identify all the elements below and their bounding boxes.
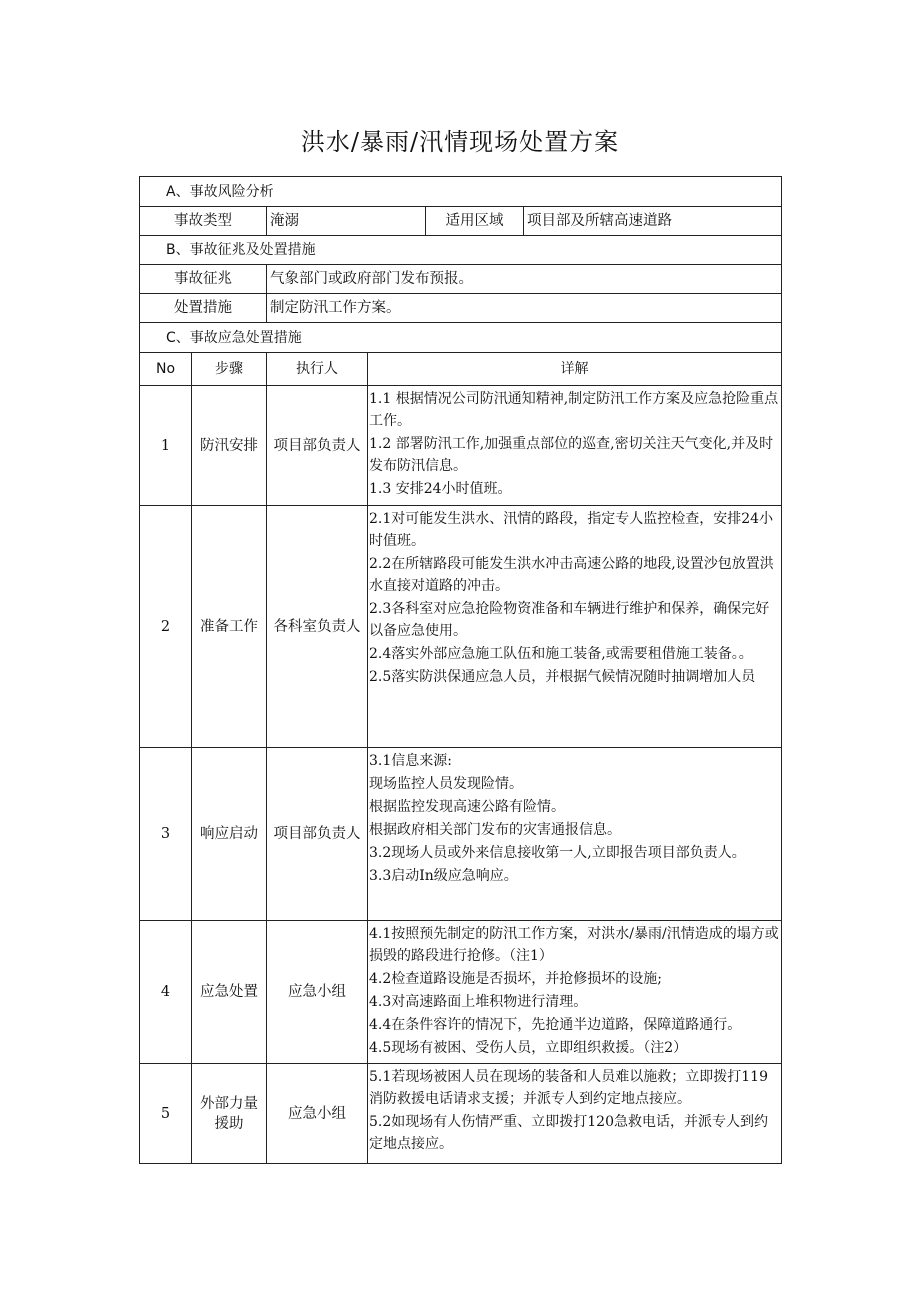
row-executor: 应急小组 — [267, 921, 368, 1064]
detail-line: 4.5现场有被困、受伤人员，立即组织救援。（注2） — [369, 1040, 688, 1056]
detail-line: 4.4在条件容许的情况下，先抢通半边道路，保障道路通行。 — [369, 1017, 742, 1033]
row-step: 应急处置 — [192, 921, 267, 1064]
table-row — [140, 506, 782, 748]
sign-label: 事故征兆 — [140, 265, 267, 294]
measure-label: 处置措施 — [140, 294, 267, 323]
section-c-heading: C、事故应急处置措施 — [140, 323, 782, 353]
detail-line: 4.2检查道路设施是否损坏，并抢修损坏的设施; — [369, 971, 662, 987]
detail-line: 2.4落实外部应急施工队伍和施工装备,或需要租借施工装备。。 — [369, 646, 753, 662]
area-label: 适用区域 — [426, 207, 524, 236]
row-detail — [368, 921, 782, 1064]
row-step: 防汛安排 — [192, 386, 267, 506]
row-executor: 项目部负责人 — [267, 748, 368, 921]
detail-line: 2.3各科室对应急抢险物资准备和车辆进行维护和保养，确保完好以备应急使用。 — [369, 601, 770, 639]
sign-value: 气象部门或政府部门发布预报。 — [267, 265, 782, 294]
page-title: 洪水/暴雨/汛情现场处置方案 — [300, 128, 620, 156]
row-step: 响应启动 — [192, 748, 267, 921]
detail-line: 5.1若现场被困人员在现场的装备和人员难以施救；立即拨打119消防救援电话请求支援；并派专人到约定地点接应。 — [369, 1069, 768, 1107]
row-executor: 项目部负责人 — [267, 386, 368, 506]
row-step: 准备工作 — [192, 506, 267, 748]
table-row — [140, 386, 782, 506]
table-row — [140, 1064, 782, 1164]
header-executor: 执行人 — [267, 353, 368, 386]
row-no: 2 — [140, 506, 192, 748]
row-no: 5 — [140, 1064, 192, 1164]
detail-line: 3.1信息来源: — [369, 753, 452, 769]
row-no: 1 — [140, 386, 192, 506]
accident-type-label: 事故类型 — [140, 207, 267, 236]
row-executor: 各科室负责人 — [267, 506, 368, 748]
detail-line: 2.2在所辖路段可能发生洪水冲击高速公路的地段,设置沙包放置洪水直接对道路的冲击。 — [369, 556, 774, 594]
table-row — [140, 921, 782, 1064]
accident-type-value: 淹溺 — [267, 207, 426, 236]
detail-line: 现场监控人员发现险情。 — [369, 776, 523, 792]
row-detail — [368, 1064, 782, 1164]
header-no: No — [140, 353, 192, 386]
row-no: 3 — [140, 748, 192, 921]
row-detail — [368, 506, 782, 748]
header-step: 步骤 — [192, 353, 267, 386]
row-executor: 应急小组 — [267, 1064, 368, 1164]
detail-line: 2.1对可能发生洪水、汛情的路段，指定专人监控检查，安排24小时值班。 — [369, 511, 774, 549]
detail-line: 2.5落实防洪保通应急人员，并根据气候情况随时抽调增加人员 — [369, 669, 756, 685]
table-row — [140, 748, 782, 921]
detail-line: 3.3启动In级应急响应。 — [369, 868, 518, 884]
header-detail: 详解 — [368, 353, 782, 386]
detail-line: 1.1 根据情况公司防汛通知精神,制定防汛工作方案及应急抢险重点工作。 — [369, 391, 779, 429]
row-detail — [368, 386, 782, 506]
detail-line: 根据政府相关部门发布的灾害通报信息。 — [369, 822, 621, 838]
area-value: 项目部及所辖高速道路 — [524, 207, 782, 236]
row-detail — [368, 748, 782, 921]
detail-line: 3.2现场人员或外来信息接收第一人,立即报告项目部负责人。 — [369, 845, 746, 861]
section-a-heading: A、事故风险分析 — [140, 177, 782, 207]
plan-table — [139, 176, 782, 1164]
detail-line: 4.1按照预先制定的防汛工作方案，对洪水/暴雨/汛情造成的塌方或损毁的路段进行抢修。（注1） — [369, 926, 779, 964]
section-b-heading: B、事故征兆及处置措施 — [140, 236, 782, 265]
row-step: 外部力量援助 — [192, 1064, 267, 1164]
measure-value: 制定防汛工作方案。 — [267, 294, 782, 323]
detail-line: 1.2 部署防汛工作,加强重点部位的巡查,密切关注天气变化,并及时发布防汛信息。 — [369, 436, 774, 474]
detail-line: 根据监控发现高速公路有险情。 — [369, 799, 565, 815]
detail-line: 5.2如现场有人伤情严重、立即拨打120急救电话，并派专人到约定地点接应。 — [369, 1114, 768, 1152]
row-no: 4 — [140, 921, 192, 1064]
detail-line: 1.3 安排24小时值班。 — [369, 481, 512, 497]
detail-line: 4.3对高速路面上堆积物进行清理。 — [369, 994, 588, 1010]
